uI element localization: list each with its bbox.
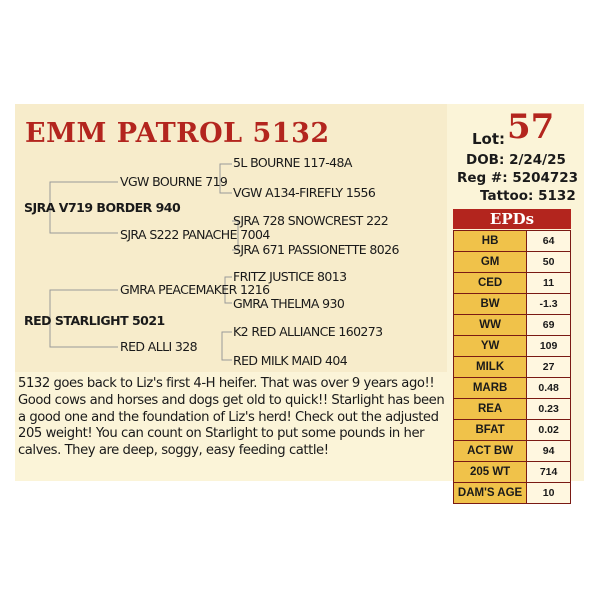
epd-value: 714 bbox=[527, 462, 571, 483]
lot-description: 5132 goes back to Liz's first 4-H heifer. That was over 9 years ago!! Good cows and horses and dogs get old to quick!! Starlight has been a good one and the foundation of Liz's herd! Check out the adjusted 205 weight! You can count on Starlight to put some pounds in her calves. They are deep, soggy, easy feeding cattle! bbox=[18, 376, 445, 459]
epd-label: GM bbox=[454, 252, 527, 273]
epd-value: 64 bbox=[527, 231, 571, 252]
dam-sire-dam: GMRA THELMA 930 bbox=[233, 296, 345, 311]
epd-row bbox=[454, 273, 571, 294]
dam-dam-sire: K2 RED ALLIANCE 160273 bbox=[233, 324, 383, 339]
animal-name: EMM PATROL 5132 bbox=[25, 118, 330, 149]
epd-value: 50 bbox=[527, 252, 571, 273]
epd-label: CED bbox=[454, 273, 527, 294]
epd-row bbox=[454, 378, 571, 399]
registration-number: Reg #: 5204723 bbox=[457, 170, 579, 186]
epd-row bbox=[454, 420, 571, 441]
epd-label: ACT BW bbox=[454, 441, 527, 462]
lot-label: Lot: bbox=[472, 130, 506, 148]
epd-label: MARB bbox=[454, 378, 527, 399]
epd-label: DAM'S AGE bbox=[454, 483, 527, 504]
epd-label: BFAT bbox=[454, 420, 527, 441]
epd-row bbox=[454, 231, 571, 252]
epd-label: REA bbox=[454, 399, 527, 420]
sire-dam: SJRA S222 PANACHE 7004 bbox=[120, 227, 270, 242]
epd-label: BW bbox=[454, 294, 527, 315]
sire-sire-dam: VGW A134-FIREFLY 1556 bbox=[233, 185, 376, 200]
sire: SJRA V719 BORDER 940 bbox=[24, 200, 181, 215]
sire-sire: VGW BOURNE 719 bbox=[120, 174, 228, 189]
epd-value: -1.3 bbox=[527, 294, 571, 315]
epd-row bbox=[454, 336, 571, 357]
dam-sire-sire: FRITZ JUSTICE 8013 bbox=[233, 269, 347, 284]
lot-number: 57 bbox=[507, 107, 555, 147]
epd-row bbox=[454, 357, 571, 378]
epd-table bbox=[453, 230, 571, 504]
dam: RED STARLIGHT 5021 bbox=[24, 313, 165, 328]
epd-row bbox=[454, 462, 571, 483]
epd-value: 0.48 bbox=[527, 378, 571, 399]
epd-label: MILK bbox=[454, 357, 527, 378]
epd-value: 11 bbox=[527, 273, 571, 294]
epd-label: HB bbox=[454, 231, 527, 252]
epd-value: 109 bbox=[527, 336, 571, 357]
epd-row bbox=[454, 252, 571, 273]
epd-row bbox=[454, 399, 571, 420]
epd-row bbox=[454, 441, 571, 462]
dam-dam: RED ALLI 328 bbox=[120, 339, 197, 354]
epd-value: 0.23 bbox=[527, 399, 571, 420]
epd-header: EPDs bbox=[453, 209, 571, 229]
epd-value: 0.02 bbox=[527, 420, 571, 441]
sire-dam-sire: SJRA 728 SNOWCREST 222 bbox=[233, 213, 389, 228]
dam-dam-dam: RED MILK MAID 404 bbox=[233, 353, 348, 368]
epd-label: YW bbox=[454, 336, 527, 357]
sire-sire-sire: 5L BOURNE 117-48A bbox=[233, 155, 352, 170]
tattoo: Tattoo: 5132 bbox=[480, 188, 576, 204]
epd-label: WW bbox=[454, 315, 527, 336]
dob: DOB: 2/24/25 bbox=[466, 152, 566, 168]
sire-dam-dam: SJRA 671 PASSIONETTE 8026 bbox=[233, 242, 399, 257]
epd-label: 205 WT bbox=[454, 462, 527, 483]
epd-row bbox=[454, 315, 571, 336]
epd-value: 27 bbox=[527, 357, 571, 378]
epd-value: 10 bbox=[527, 483, 571, 504]
epd-row bbox=[454, 483, 571, 504]
epd-value: 69 bbox=[527, 315, 571, 336]
epd-value: 94 bbox=[527, 441, 571, 462]
dam-sire: GMRA PEACEMAKER 1216 bbox=[120, 282, 270, 297]
epd-row bbox=[454, 294, 571, 315]
